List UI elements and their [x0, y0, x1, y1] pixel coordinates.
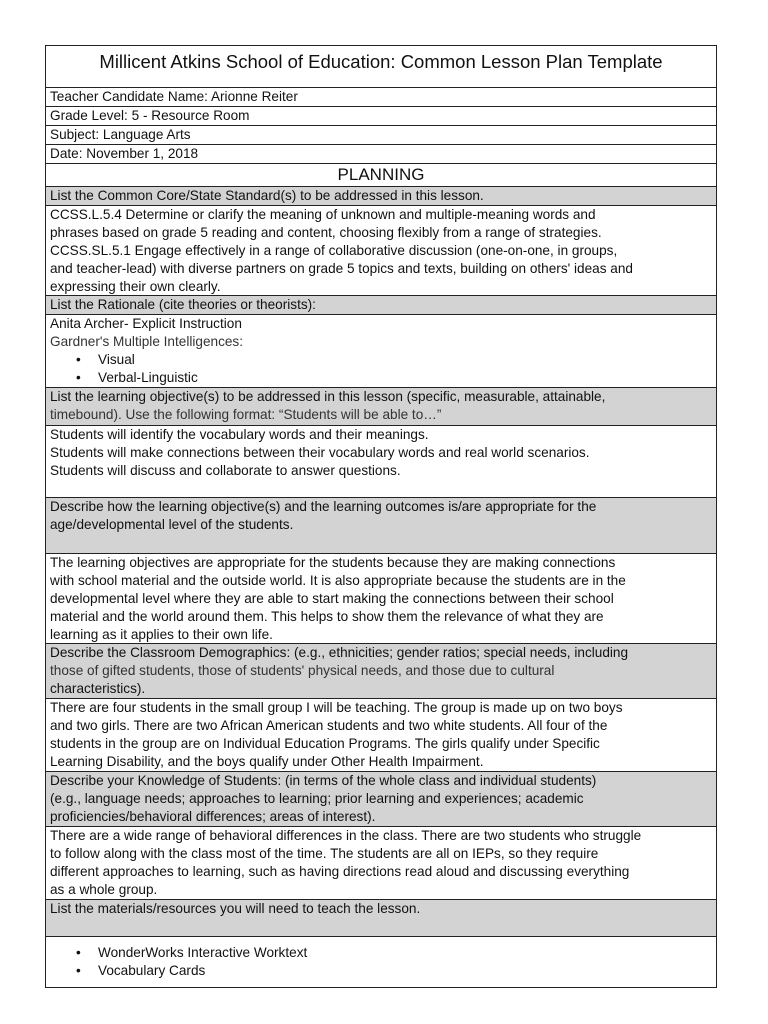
demographics-prompt-line: those of gifted students, those of students' physical needs, and those due to cultural	[50, 663, 555, 678]
date: Date: November 1, 2018	[46, 145, 716, 164]
standards-prompt: List the Common Core/State Standard(s) to be addressed in this lesson.	[46, 187, 716, 206]
appropriateness-line: developmental level where they are able to start making the connections between their school	[50, 591, 614, 606]
standards-line: phrases based on grade 5 reading and content, choosing flexibly from a range of strategies.	[50, 225, 602, 240]
grade-level: Grade Level: 5 - Resource Room	[46, 107, 716, 126]
demographics-line: students in the group are on Individual Education Programs. The girls qualify under Specific	[50, 736, 600, 751]
objectives-prompt	[46, 388, 716, 426]
standards-line: CCSS.SL.5.1 Engage effectively in a range of collaborative discussion (one-on-one, in groups,	[50, 243, 618, 258]
knowledge-prompt-line: Describe your Knowledge of Students: (in terms of the whole class and individual students)	[50, 773, 597, 788]
objectives-prompt-line: List the learning objective(s) to be addressed in this lesson (specific, measurable, attainable,	[50, 389, 606, 404]
teacher-name: Teacher Candidate Name: Arionne Reiter	[46, 88, 716, 107]
demographics-content	[46, 699, 716, 772]
materials-content	[46, 937, 716, 988]
lesson-plan-table	[45, 45, 717, 988]
standards-line: expressing their own clearly.	[50, 279, 221, 294]
appropriateness-line: with school material and the outside world. It is also appropriate because the students are in the	[50, 573, 626, 588]
knowledge-content	[46, 827, 716, 900]
appropriateness-line: learning as it applies to their own life.	[50, 627, 273, 642]
document-title: Millicent Atkins School of Education: Common Lesson Plan Template	[46, 46, 716, 88]
appropriateness-prompt	[46, 498, 716, 554]
rationale-line: Gardner's Multiple Intelligences:	[50, 334, 244, 349]
standards-content	[46, 206, 716, 296]
objective-line: Students will make connections between their vocabulary words and real world scenarios.	[50, 445, 590, 460]
rationale-content	[46, 315, 716, 388]
rationale-line: Anita Archer- Explicit Instruction	[50, 316, 242, 331]
demographics-line: There are four students in the small group I will be teaching. The group is made up on two boys	[50, 700, 623, 715]
bullet-item: • Vocabulary Cards	[98, 962, 712, 980]
planning-heading: PLANNING	[46, 164, 716, 187]
materials-bullets	[50, 944, 712, 980]
demographics-prompt	[46, 644, 716, 699]
appropriateness-line: The learning objectives are appropriate for the students because they are making connections	[50, 555, 616, 570]
appropriateness-prompt-line: Describe how the learning objective(s) and the learning outcomes is/are appropriate for the	[50, 499, 597, 514]
bullet-item: • WonderWorks Interactive Worktext	[98, 944, 712, 962]
demographics-prompt-line: characteristics).	[50, 681, 146, 696]
rationale-bullets	[50, 351, 712, 387]
knowledge-line: as a whole group.	[50, 882, 158, 897]
demographics-prompt-line: Describe the Classroom Demographics: (e.g., ethnicities; gender ratios; special needs, including	[50, 645, 629, 660]
rationale-prompt: List the Rationale (cite theories or theorists):	[46, 296, 716, 315]
appropriateness-line: material and the world around them. This helps to show them the relevance of what they are	[50, 609, 604, 624]
knowledge-line: to follow along with the class most of the time. The students are all on IEPs, so they require	[50, 846, 599, 861]
materials-prompt: List the materials/resources you will need to teach the lesson.	[46, 900, 716, 937]
demographics-line: and two girls. There are two African American students and two white students. All four of the	[50, 718, 608, 733]
bullet-item: • Verbal-Linguistic	[98, 369, 712, 387]
objective-line: Students will identify the vocabulary words and their meanings.	[50, 427, 429, 442]
knowledge-line: There are a wide range of behavioral differences in the class. There are two students who struggle	[50, 828, 642, 843]
demographics-line: Learning Disability, and the boys qualify under Other Health Impairment.	[50, 754, 484, 769]
knowledge-prompt	[46, 772, 716, 827]
objective-line: Students will discuss and collaborate to answer questions.	[50, 463, 401, 478]
knowledge-prompt-line: proficiencies/behavioral differences; areas of interest).	[50, 809, 376, 824]
bullet-item: • Visual	[98, 351, 712, 369]
objectives-content	[46, 426, 716, 498]
subject: Subject: Language Arts	[46, 126, 716, 145]
appropriateness-content	[46, 554, 716, 644]
objectives-prompt-line: timebound). Use the following format: “Students will be able to…”	[50, 407, 442, 422]
standards-line: CCSS.L.5.4 Determine or clarify the meaning of unknown and multiple-meaning words and	[50, 207, 596, 222]
appropriateness-prompt-line: age/developmental level of the students.	[50, 517, 294, 532]
standards-line: and teacher-lead) with diverse partners on grade 5 topics and texts, building on others' ideas and	[50, 261, 633, 276]
knowledge-prompt-line: (e.g., language needs; approaches to learning; prior learning and experiences; academic	[50, 791, 584, 806]
knowledge-line: different approaches to learning, such as having directions read aloud and discussing everything	[50, 864, 630, 879]
